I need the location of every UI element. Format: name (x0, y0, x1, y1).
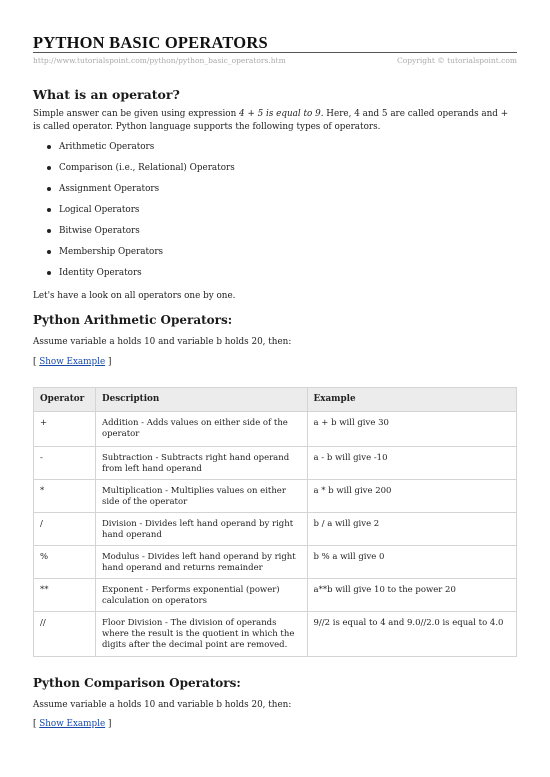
list-item (47, 161, 235, 182)
bullet-icon (47, 166, 51, 170)
show-example-link[interactable]: Show Example (39, 719, 106, 729)
list-item (47, 182, 235, 203)
operator-types-list (47, 140, 235, 287)
cell-operator: - (34, 447, 96, 480)
cell-description: Exponent - Performs exponential (power) calculation on operators (95, 579, 307, 612)
bullet-icon (47, 208, 51, 212)
intro-expression: 4 + 5 is equal to 9 (239, 109, 321, 119)
table-row (34, 579, 517, 612)
column-header-operator: Operator (34, 388, 96, 412)
list-item (47, 245, 235, 266)
list-item-label: Identity Operators (59, 268, 142, 278)
bullet-icon (47, 229, 51, 233)
table-row (34, 480, 517, 513)
intro-paragraph (33, 108, 517, 134)
cell-description: Addition - Adds values on either side of the operator (95, 412, 307, 447)
cell-example: a - b will give -10 (307, 447, 517, 480)
list-item (47, 224, 235, 245)
column-header-example: Example (307, 388, 517, 412)
cell-description: Modulus - Divides left hand operand by right hand operand and returns remainder (95, 546, 307, 579)
cell-example: a * b will give 200 (307, 480, 517, 513)
intro-text-start: Simple answer can be given using expression (33, 109, 240, 119)
table-header-row (34, 388, 517, 412)
table-row (34, 546, 517, 579)
cell-example: b % a will give 0 (307, 546, 517, 579)
bracket-close: ] (105, 357, 112, 367)
bracket-open: [ (33, 357, 40, 367)
cell-example: 9//2 is equal to 4 and 9.0//2.0 is equal to 4.0 (307, 612, 517, 657)
cell-operator: % (34, 546, 96, 579)
intro-text-end: . Here, 4 and 5 are called operands and + is called operator. Python language supports the following types of operators. (33, 109, 509, 132)
arithmetic-show-example (33, 356, 517, 369)
cell-description: Floor Division - The division of operands where the result is the quotient in which the digits after the decimal point are removed. (95, 612, 307, 657)
column-header-description: Description (95, 388, 307, 412)
cell-description: Multiplication - Multiplies values on either side of the operator (95, 480, 307, 513)
cell-operator: // (34, 612, 96, 657)
comparison-assumption: Assume variable a holds 10 and variable b holds 20, then: (33, 700, 292, 710)
cell-description: Division - Divides left hand operand by right hand operand (95, 513, 307, 546)
show-example-link[interactable]: Show Example (39, 357, 106, 367)
heading-comparison-operators: Python Comparison Operators: (33, 676, 241, 690)
cell-description: Subtraction - Subtracts right hand operand from left hand operand (95, 447, 307, 480)
cell-operator: ** (34, 579, 96, 612)
cell-operator: + (34, 412, 96, 447)
source-url: http://www.tutorialspoint.com/python/python_basic_operators.htm (33, 56, 286, 65)
page-title: PYTHON BASIC OPERATORS (33, 33, 268, 52)
list-item (47, 266, 235, 287)
list-item-label: Logical Operators (59, 205, 140, 215)
list-item (47, 203, 235, 224)
bracket-close: ] (105, 719, 112, 729)
comparison-show-example (33, 718, 517, 731)
cell-example: b / a will give 2 (307, 513, 517, 546)
title-divider (33, 52, 517, 53)
bracket-open: [ (33, 719, 40, 729)
arithmetic-operators-table (33, 387, 517, 657)
list-item-label: Membership Operators (59, 247, 164, 257)
list-item-label: Arithmetic Operators (59, 142, 155, 152)
bullet-icon (47, 271, 51, 275)
copyright-notice: Copyright © tutorialspoint.com (396, 56, 517, 65)
list-item (47, 140, 235, 161)
list-item-label: Assignment Operators (59, 184, 160, 194)
outro-paragraph: Let's have a look on all operators one by one. (33, 291, 236, 301)
heading-arithmetic-operators: Python Arithmetic Operators: (33, 313, 233, 327)
cell-operator: / (34, 513, 96, 546)
bullet-icon (47, 145, 51, 149)
heading-what-is-operator: What is an operator? (33, 87, 180, 102)
list-item-label: Bitwise Operators (59, 226, 140, 236)
table-row (34, 412, 517, 447)
bullet-icon (47, 187, 51, 191)
table-row (34, 447, 517, 480)
list-item-label: Comparison (i.e., Relational) Operators (59, 163, 235, 173)
table-row (34, 612, 517, 657)
cell-example: a**b will give 10 to the power 20 (307, 579, 517, 612)
arithmetic-assumption: Assume variable a holds 10 and variable b holds 20, then: (33, 337, 292, 347)
cell-example: a + b will give 30 (307, 412, 517, 447)
bullet-icon (47, 250, 51, 254)
cell-operator: * (34, 480, 96, 513)
table-row (34, 513, 517, 546)
